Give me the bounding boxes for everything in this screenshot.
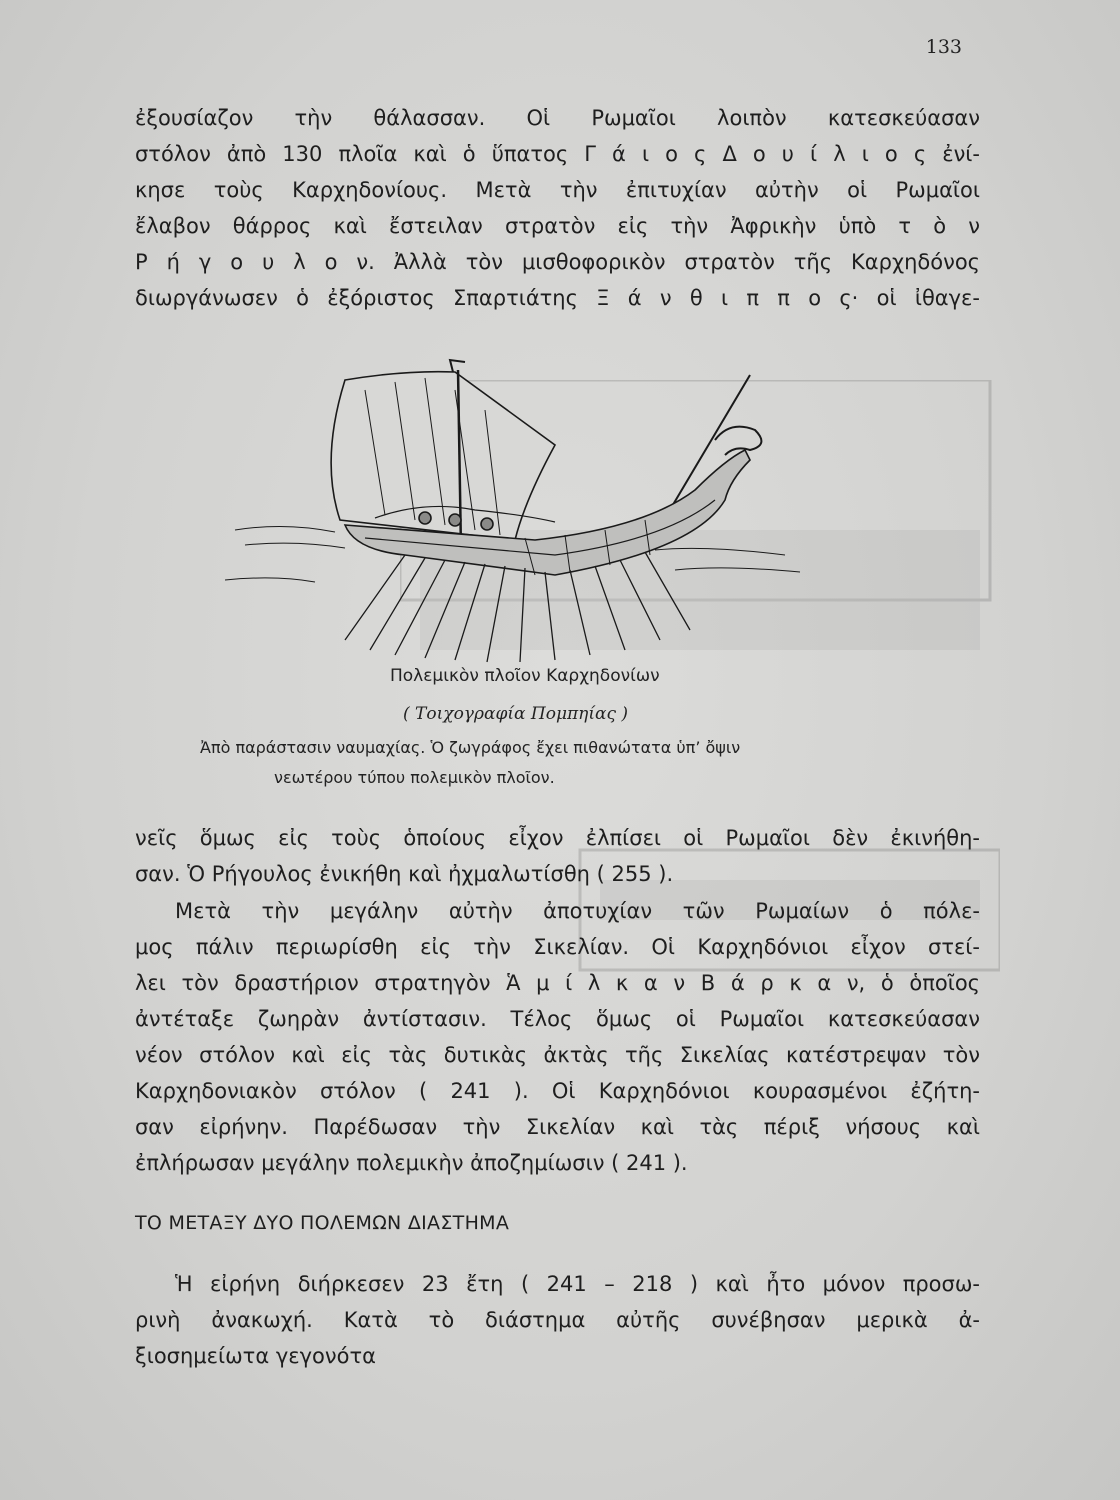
text-line: Ἡ εἰρήνη διήρκεσεν 23 ἔτη ( 241 – 218 ) καὶ ἦτο μόνον προσω- [175,1272,980,1296]
paragraph-2 [135,820,980,892]
text-line: ξιοσημείωτα γεγονότα [135,1344,376,1368]
text-line: ἐπλήρωσαν μεγάλην πολεμικὴν ἀποζημίωσιν ( 241 ). [135,1151,688,1175]
text-line: νεῖς ὅμως εἰς τοὺς ὁποίους εἶχον ἐλπίσει οἱ Ρωμαῖοι δὲν ἐκινήθη- [135,826,980,850]
section-heading: ΤΟ ΜΕΤΑΞΥ ΔΥΟ ΠΟΛΕΜΩΝ ΔΙΑΣΤΗΜΑ [135,1212,510,1234]
warship-illustration [225,350,805,670]
text-line: σαν. Ὁ Ρήγουλος ἐνικήθη καὶ ἠχμαλωτίσθη ( 255 ). [135,862,674,886]
text-line: λει τὸν δραστήριον στρατηγὸν Ἁ μ ί λ κ α ν Β ά ρ κ α ν, ὁ ὁποῖος [135,971,980,995]
text-line: κησε τοὺς Καρχηδονίους. Μετὰ τὴν ἐπιτυχίαν αὐτὴν οἱ Ρωμαῖοι [135,178,980,202]
caption-note-line: νεωτέρου τύπου πολεμικὸν πλοῖον. [274,768,555,787]
text-line: ρινὴ ἀνακωχή. Κατὰ τὸ διάστημα αὐτῆς συνέβησαν μερικὰ ἀ- [135,1308,980,1332]
text-line: σαν εἰρήνην. Παρέδωσαν τὴν Σικελίαν καὶ τὰς πέριξ νήσους καὶ [135,1115,980,1139]
text-line: Καρχηδονιακὸν στόλον ( 241 ). Οἱ Καρχηδόνιοι κουρασμένοι ἐζήτη- [135,1079,980,1103]
paragraph-3 [135,893,980,1181]
text-line: Ρ ή γ ο υ λ ο ν. Ἀλλὰ τὸν μισθοφορικὸν στρατὸν τῆς Καρχηδόνος [135,250,980,274]
paragraph-4 [135,1266,980,1374]
text-line: νέον στόλον καὶ εἰς τὰς δυτικὰς ἀκτὰς τῆς Σικελίας κατέστρεψαν τὸν [135,1043,980,1067]
text-line: μος πάλιν περιωρίσθη εἰς τὴν Σικελίαν. Οἱ Καρχηδόνιοι εἶχον στεί- [135,935,980,959]
figure-caption-title: Πολεμικὸν πλοῖον Καρχηδονίων [390,666,660,686]
paragraph-1 [135,100,980,316]
caption-note-line: Ἀπὸ παράστασιν ναυμαχίας. Ὁ ζωγράφος ἔχει πιθανώτατα ὑπ’ ὄψιν [200,738,741,757]
text-line: ἀντέταξε ζωηρὰν ἀντίστασιν. Τέλος ὅμως οἱ Ρωμαῖοι κατεσκεύασαν [135,1007,980,1031]
text-line: Μετὰ τὴν μεγάλην αὐτὴν ἀποτυχίαν τῶν Ρωμαίων ὁ πόλε- [175,899,980,923]
text-line: ἔλαβον θάρρος καὶ ἔστειλαν στρατὸν εἰς τὴν Ἀφρικὴν ὑπὸ τ ὸ ν [135,214,980,238]
text-line: ἐξουσίαζον τὴν θάλασσαν. Οἱ Ρωμαῖοι λοιπὸν κατεσκεύασαν [135,106,980,130]
text-line: στόλον ἀπὸ 130 πλοῖα καὶ ὁ ὕπατος Γ ά ι ο ς Δ ο υ ί λ ι ο ς ἐνί- [135,142,980,166]
text-line: διωργάνωσεν ὁ ἐξόριστος Σπαρτιάτης Ξ ά ν θ ι π π ο ς· οἱ ἰθαγε- [135,286,980,310]
figure-caption-source: ( Τοιχογραφία Πομπηίας ) [403,704,629,724]
page-number: 133 [925,36,962,58]
figure-caption-note [200,733,980,793]
